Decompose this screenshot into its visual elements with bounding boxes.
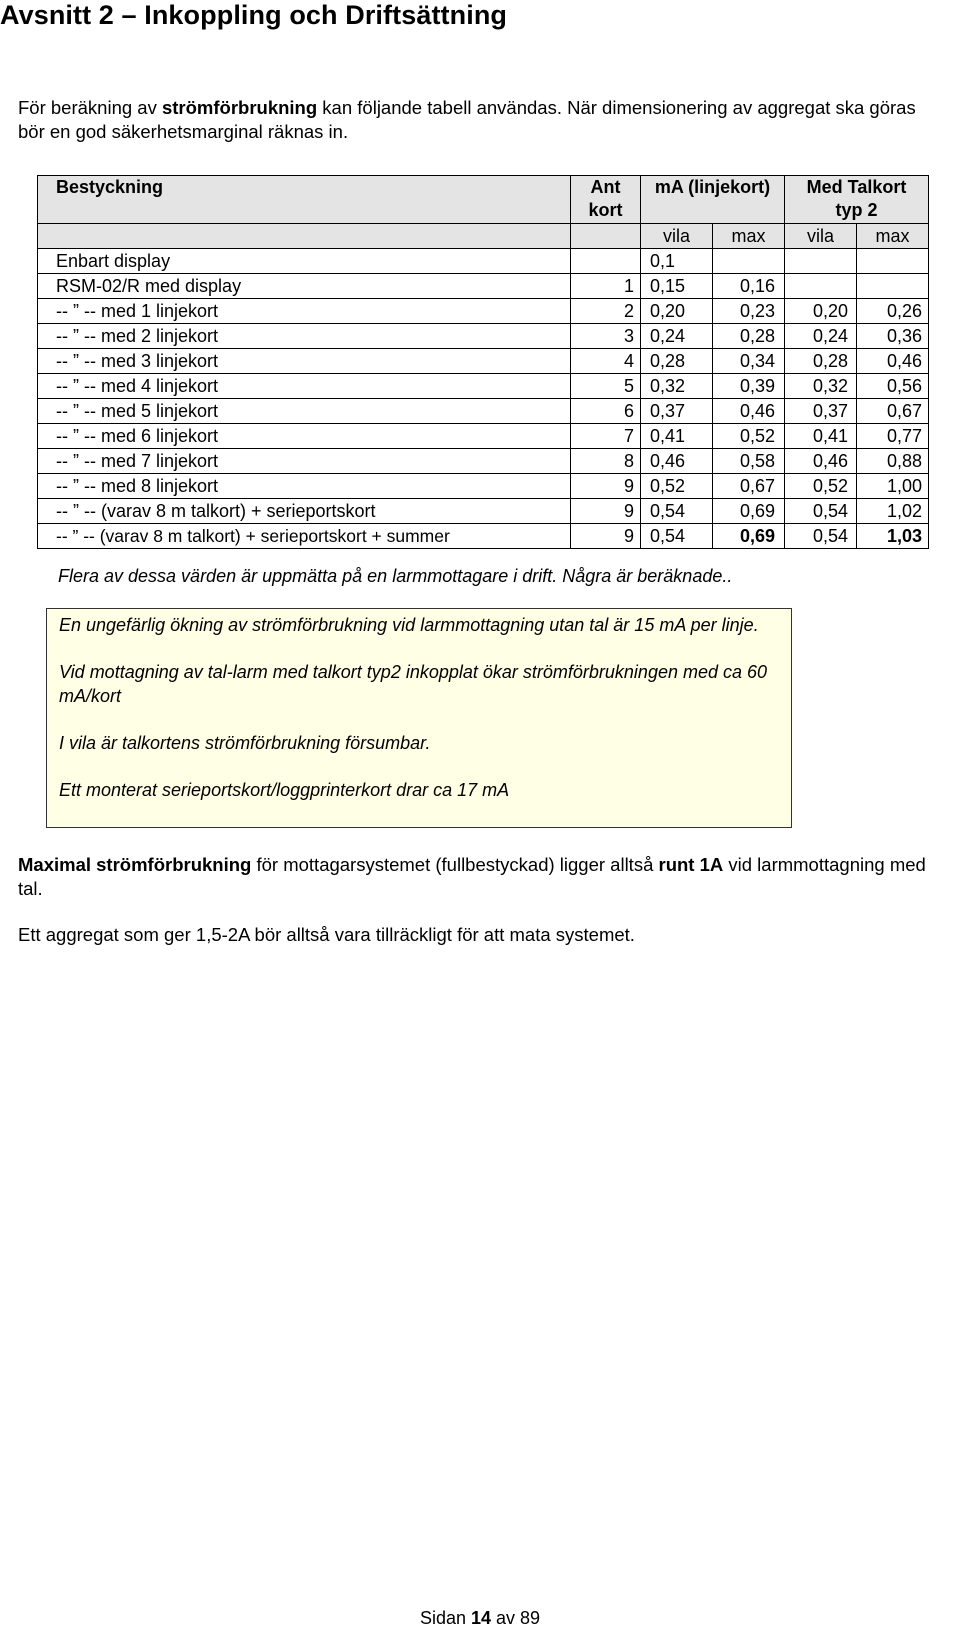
para-bold: runt 1A <box>658 854 724 875</box>
row-ma-max: 0,16 <box>713 274 785 299</box>
row-label: -- ” -- med 3 linjekort <box>38 349 571 374</box>
para-text: vid larmmottagning med tal. <box>18 854 926 899</box>
row-talkort-max <box>857 249 929 274</box>
row-ant-kort: 1 <box>571 274 641 299</box>
row-label: -- ” -- med 8 linjekort <box>38 474 571 499</box>
table-row <box>38 499 929 524</box>
page-number: 14 <box>470 1608 492 1628</box>
row-talkort-max: 0,46 <box>857 349 929 374</box>
row-ma-vila: 0,15 <box>641 274 713 299</box>
page-footer <box>0 1608 960 1629</box>
table-row <box>38 424 929 449</box>
row-ma-vila: 0,54 <box>641 524 713 549</box>
table-row <box>38 349 929 374</box>
row-talkort-vila: 0,24 <box>785 324 857 349</box>
row-talkort-max: 0,77 <box>857 424 929 449</box>
table-row <box>38 474 929 499</box>
footer-text: Sidan <box>419 1608 471 1628</box>
row-talkort-vila: 0,20 <box>785 299 857 324</box>
row-label: -- ” -- med 4 linjekort <box>38 374 571 399</box>
row-label: RSM-02/R med display <box>38 274 571 299</box>
row-talkort-vila: 0,32 <box>785 374 857 399</box>
row-ant-kort: 6 <box>571 399 641 424</box>
row-talkort-vila: 0,54 <box>785 524 857 549</box>
para-text: för mottagarsystemet (fullbestyckad) ligger alltså <box>251 854 659 875</box>
row-talkort-max: 0,56 <box>857 374 929 399</box>
row-talkort-max: 1,00 <box>857 474 929 499</box>
row-talkort-vila: 0,41 <box>785 424 857 449</box>
row-ma-max: 0,52 <box>713 424 785 449</box>
row-talkort-vila: 0,37 <box>785 399 857 424</box>
row-talkort-vila <box>785 249 857 274</box>
row-ma-max: 0,46 <box>713 399 785 424</box>
row-talkort-max <box>857 274 929 299</box>
row-ant-kort: 9 <box>571 499 641 524</box>
row-label: -- ” -- (varav 8 m talkort) + serieportskort + summer <box>38 524 571 549</box>
info-box <box>46 608 792 828</box>
row-ma-max <box>713 249 785 274</box>
info-box-line: Vid mottagning av tal-larm med talkort typ2 inkopplat ökar strömförbrukningen med ca 60 mA/kort <box>59 662 768 706</box>
table-row <box>38 299 929 324</box>
row-label: -- ” -- med 2 linjekort <box>38 324 571 349</box>
row-label: -- ” -- (varav 8 m talkort) + serieportskort <box>38 499 571 524</box>
footer-text: av 89 <box>491 1608 541 1628</box>
row-talkort-max: 1,02 <box>857 499 929 524</box>
row-ma-vila: 0,32 <box>641 374 713 399</box>
table-row <box>38 274 929 299</box>
table-subheader-row <box>38 224 929 249</box>
row-ma-vila: 0,54 <box>641 499 713 524</box>
row-ant-kort: 8 <box>571 449 641 474</box>
table-row <box>38 449 929 474</box>
row-ant-kort: 5 <box>571 374 641 399</box>
max-consumption-paragraph <box>18 853 938 901</box>
row-talkort-max: 0,26 <box>857 299 929 324</box>
row-talkort-max: 0,88 <box>857 449 929 474</box>
table-row <box>38 524 929 549</box>
row-ma-vila: 0,52 <box>641 474 713 499</box>
table-header-row <box>38 176 929 224</box>
subheader-max: max <box>713 224 785 249</box>
row-ma-vila: 0,24 <box>641 324 713 349</box>
row-ma-max: 0,34 <box>713 349 785 374</box>
header-ma-linjekort: mA (linjekort) <box>641 176 785 224</box>
row-talkort-vila: 0,28 <box>785 349 857 374</box>
row-ma-max: 0,58 <box>713 449 785 474</box>
intro-paragraph <box>18 96 938 144</box>
row-talkort-vila <box>785 274 857 299</box>
subheader-vila: vila <box>641 224 713 249</box>
row-ma-max: 0,67 <box>713 474 785 499</box>
row-ant-kort: 9 <box>571 474 641 499</box>
row-ant-kort: 9 <box>571 524 641 549</box>
row-talkort-vila: 0,52 <box>785 474 857 499</box>
table-footnote: Flera av dessa värden är uppmätta på en larmmottagare i drift. Några är beräknade.. <box>58 566 733 586</box>
page-title: Avsnitt 2 – Inkoppling och Driftsättning <box>0 0 508 30</box>
para-bold: Maximal strömförbrukning <box>18 854 252 875</box>
table-row <box>38 399 929 424</box>
row-ant-kort: 3 <box>571 324 641 349</box>
row-label: -- ” -- med 1 linjekort <box>38 299 571 324</box>
row-talkort-vila: 0,54 <box>785 499 857 524</box>
row-ma-vila: 0,41 <box>641 424 713 449</box>
info-box-line: En ungefärlig ökning av strömförbrukning vid larmmottagning utan tal är 15 mA per linje. <box>59 615 759 635</box>
row-ant-kort: 2 <box>571 299 641 324</box>
row-ma-vila: 0,37 <box>641 399 713 424</box>
header-bestyckning: Bestyckning <box>38 176 571 224</box>
row-ant-kort: 4 <box>571 349 641 374</box>
row-talkort-max: 0,67 <box>857 399 929 424</box>
row-ma-max: 0,28 <box>713 324 785 349</box>
row-talkort-max: 1,03 <box>857 524 929 549</box>
current-consumption-table <box>37 175 929 549</box>
row-ma-vila: 0,28 <box>641 349 713 374</box>
table-row <box>38 324 929 349</box>
row-ma-vila: 0,1 <box>641 249 713 274</box>
row-ma-vila: 0,20 <box>641 299 713 324</box>
row-talkort-vila: 0,46 <box>785 449 857 474</box>
aggregate-paragraph: Ett aggregat som ger 1,5-2A bör alltså vara tillräckligt för att mata systemet. <box>18 924 635 945</box>
row-label: -- ” -- med 7 linjekort <box>38 449 571 474</box>
intro-text-pre: För beräkning av <box>18 97 162 118</box>
intro-text-post: kan följande tabell användas. När dimensionering av aggregat ska göras bör en god säkerhetsmarginal räknas in. <box>18 97 916 142</box>
row-ma-max: 0,39 <box>713 374 785 399</box>
info-box-line: Ett monterat serieportskort/loggprinterkort drar ca 17 mA <box>59 780 510 800</box>
row-label: Enbart display <box>38 249 571 274</box>
row-ma-max: 0,69 <box>713 499 785 524</box>
subheader-empty <box>571 224 641 249</box>
table-row <box>38 374 929 399</box>
intro-text-bold: strömförbrukning <box>161 97 318 118</box>
row-talkort-max: 0,36 <box>857 324 929 349</box>
subheader-empty <box>38 224 571 249</box>
row-ma-max: 0,23 <box>713 299 785 324</box>
info-box-line: I vila är talkortens strömförbrukning försumbar. <box>59 733 431 753</box>
row-label: -- ” -- med 6 linjekort <box>38 424 571 449</box>
header-med-talkort: Med Talkort typ 2 <box>785 176 929 224</box>
header-ant-kort: Ant kort <box>571 176 641 224</box>
row-ma-vila: 0,46 <box>641 449 713 474</box>
row-ant-kort: 7 <box>571 424 641 449</box>
subheader-max: max <box>857 224 929 249</box>
subheader-vila: vila <box>785 224 857 249</box>
row-label: -- ” -- med 5 linjekort <box>38 399 571 424</box>
row-ant-kort <box>571 249 641 274</box>
row-ma-max: 0,69 <box>713 524 785 549</box>
table-row <box>38 249 929 274</box>
